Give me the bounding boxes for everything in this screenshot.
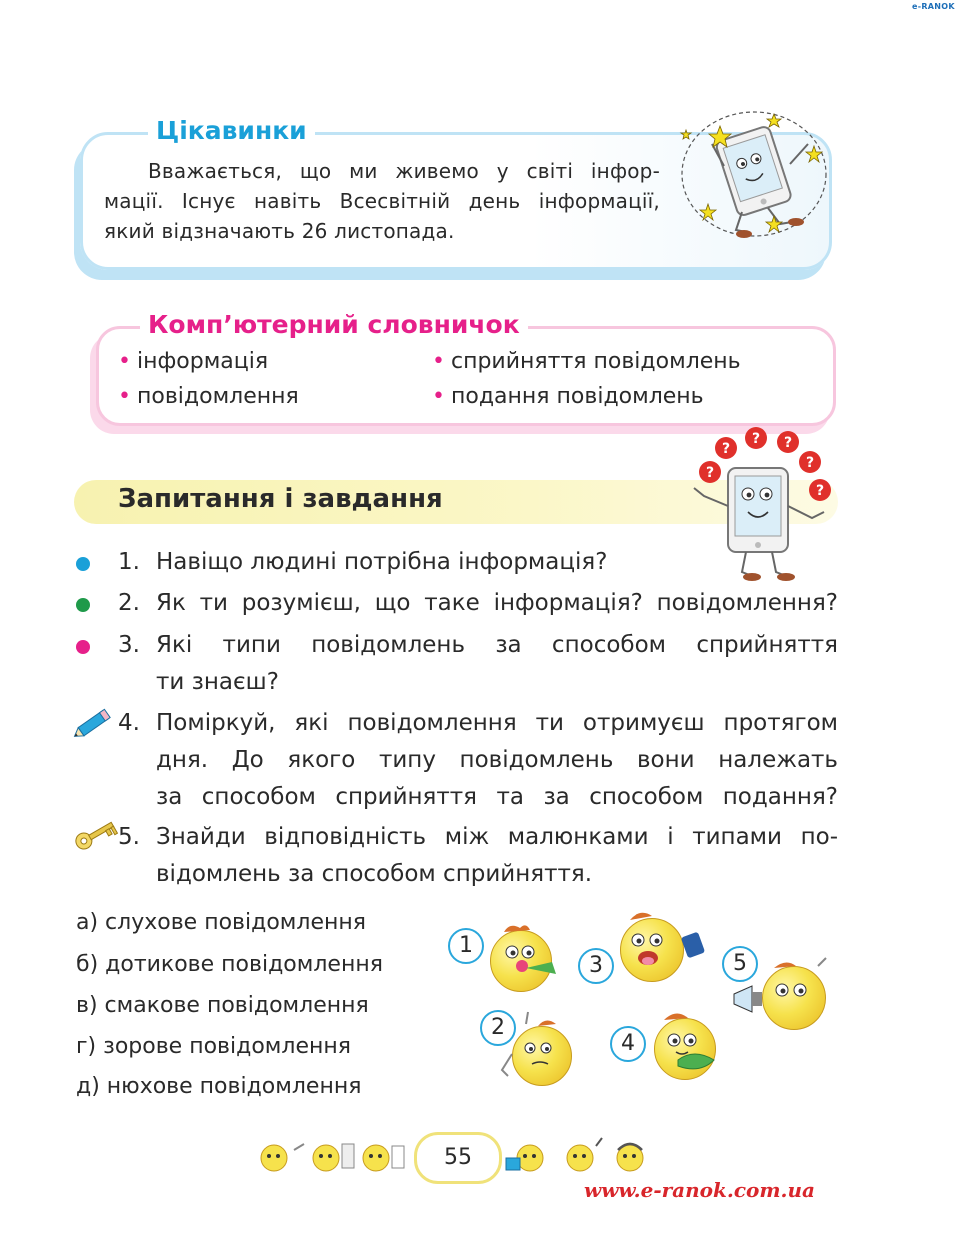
pink-bullet-icon: • [432,384,445,409]
interesting-line-1: Вважається, що ми живемо у світі інфор- [148,159,660,183]
pink-bullet-icon: • [432,349,445,374]
question-text-line: відомлень за способом сприйняття. [156,861,593,887]
publisher-logo: e-RANOK [912,2,955,11]
dictionary-item [118,384,299,409]
answer-option: а) слухове повідомлення [76,910,366,935]
interesting-line-2: мації. Існує навіть Всесвітній день інформації, [104,189,660,213]
question-text-line: ти знаєш? [156,669,279,695]
question-text: Як ти розумієш, що таке інформація? повідомлення? [156,590,838,616]
interesting-title: Цікавинки [148,116,315,145]
question-number: 2. [118,590,140,616]
svg-text:?: ? [815,483,825,499]
picture-number-circle: 4 [610,1026,646,1062]
pink-bullet-icon: • [118,349,131,374]
pink-dot-marker [76,640,90,654]
question-text-line: Поміркуй, які повідомлення ти отримуєш протягом [156,710,838,736]
question-text-line: за способом сприйняття та за способом подання? [156,784,838,810]
question-text: Навіщо людині потрібна інформація? [156,549,608,575]
dictionary-item [432,349,741,374]
dictionary-title: Комп’ютерний словничок [140,310,528,339]
dictionary-term: подання повідомлень [450,384,704,409]
picture-number-circle: 1 [448,928,484,964]
svg-text:?: ? [783,435,793,451]
dictionary-term: інформація [136,349,269,374]
blue-dot-marker [76,557,90,571]
dictionary-item [432,384,704,409]
interesting-text [104,156,660,246]
picture-number-circle: 2 [480,1010,516,1046]
svg-text:?: ? [721,441,731,457]
svg-text:?: ? [805,455,815,471]
key-icon [72,814,120,854]
website-url: www.e-ranok.com.ua [584,1178,815,1202]
tablet-mascot-stars-illustration [672,104,832,244]
page-number: 55 [414,1132,502,1184]
smiley-face-features [490,922,562,994]
footer-smileys-left-decoration [256,1136,412,1176]
dictionary-item [118,349,268,374]
picture-number-circle: 3 [578,948,614,984]
footer-smileys-right-decoration [502,1136,658,1176]
question-number: 3. [118,632,140,658]
pink-bullet-icon: • [118,384,131,409]
interesting-line-3: який відзначають 26 листопада. [104,219,455,243]
question-number: 1. [118,549,140,575]
dictionary-term: повідомлення [136,384,299,409]
svg-text:?: ? [751,431,761,447]
svg-text:?: ? [705,465,715,481]
question-number: 4. [118,710,140,736]
smiley-face-features [648,1008,728,1084]
green-dot-marker [76,598,90,612]
answer-option: б) дотикове повідомлення [76,952,383,977]
picture-number-circle: 5 [722,946,758,982]
smiley-face-features [612,908,712,984]
question-text-line: Які типи повідомлень за способом сприйняття [156,632,838,658]
questions-title: Запитання і завдання [118,484,443,514]
dictionary-term: сприйняття повідомлень [450,349,741,374]
dictionary-box [96,326,836,426]
tablet-mascot-questions-illustration [680,426,840,582]
answer-option: д) нюхове повідомлення [76,1074,362,1099]
question-number: 5. [118,824,140,850]
answer-option: в) смакове повідомлення [76,993,369,1018]
answer-option: г) зорове повідомлення [76,1034,351,1059]
question-text-line: Знайди відповідність між малюнками і типами по- [156,824,838,850]
pencil-icon [72,704,118,740]
question-text-line: дня. До якого типу повідомлень вони належать [156,747,838,773]
